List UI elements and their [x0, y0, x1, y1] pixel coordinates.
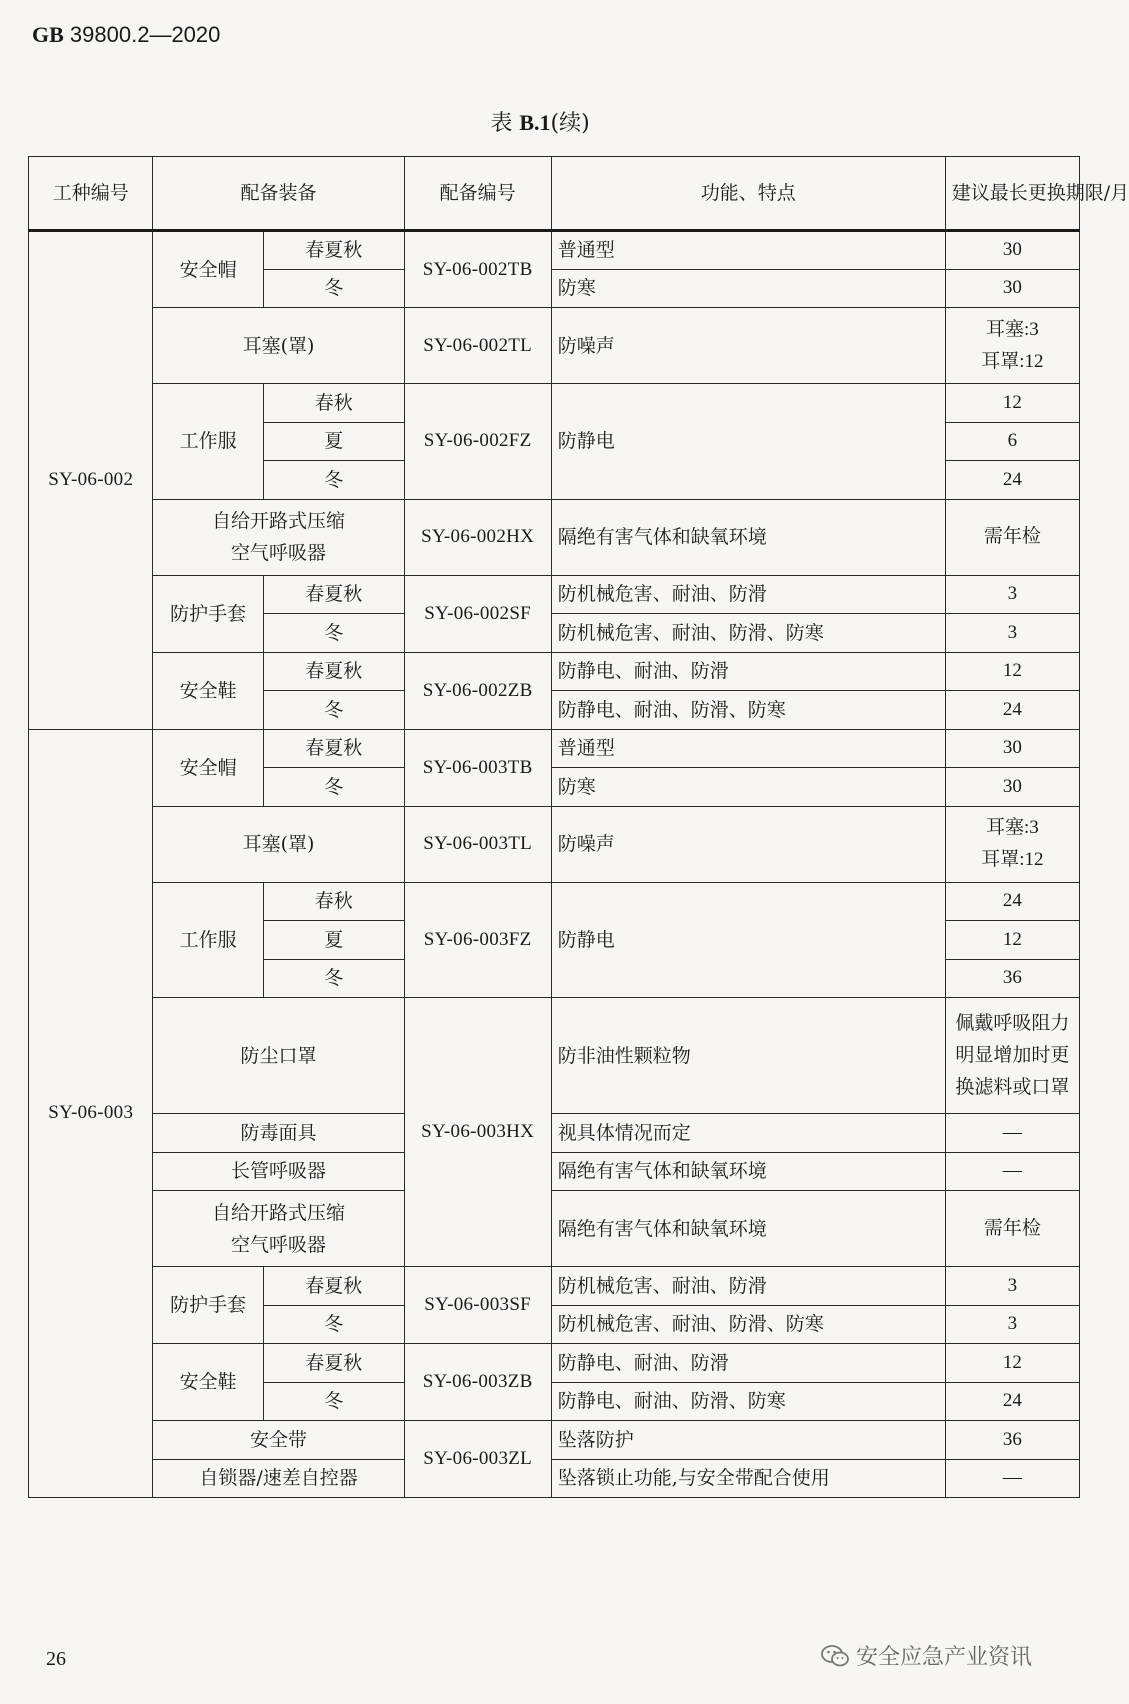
season-cell: 冬 — [263, 1382, 404, 1421]
worker-code-cell: SY-06-003 — [29, 729, 153, 1498]
period-cell: — — [945, 1459, 1079, 1498]
table-row — [29, 806, 1080, 882]
equipment-name-cell: 工作服 — [153, 384, 263, 500]
table-row — [29, 1267, 1080, 1306]
feature-cell: 防机械危害、耐油、防滑 — [551, 1267, 945, 1306]
period-cell: 36 — [945, 959, 1079, 998]
table-row — [29, 1191, 1080, 1267]
col-header-equipment: 配备装备 — [153, 157, 404, 231]
feature-cell: 防静电 — [551, 384, 945, 500]
period-cell: 3 — [945, 1305, 1079, 1344]
equipment-code-cell: SY-06-003SF — [404, 1267, 551, 1344]
period-cell: — — [945, 1152, 1079, 1191]
standard-header — [32, 22, 220, 48]
feature-cell: 普通型 — [551, 231, 945, 270]
period-cell: 佩戴呼吸阻力 明显增加时更 换滤料或口罩 — [945, 998, 1079, 1114]
period-cell: 24 — [945, 1382, 1079, 1421]
equipment-name-cell: 防毒面具 — [153, 1114, 404, 1153]
period-cell: 需年检 — [945, 499, 1079, 575]
feature-cell: 防机械危害、耐油、防滑、防寒 — [551, 1305, 945, 1344]
equipment-name-cell: 自给开路式压缩 空气呼吸器 — [153, 1191, 404, 1267]
period-cell: 需年检 — [945, 1191, 1079, 1267]
standard-number: 39800.2—2020 — [69, 22, 221, 47]
equipment-name-cell: 安全帽 — [153, 231, 263, 308]
season-cell: 春夏秋 — [263, 729, 404, 768]
table-row — [29, 1344, 1080, 1383]
period-cell: — — [945, 1114, 1079, 1153]
feature-cell: 防寒 — [551, 269, 945, 308]
table-title-label: B.1 — [519, 110, 551, 135]
season-cell: 春夏秋 — [263, 652, 404, 691]
feature-cell: 普通型 — [551, 729, 945, 768]
table-body — [29, 231, 1080, 1498]
equipment-name-cell: 安全帽 — [153, 729, 263, 806]
feature-cell: 隔绝有害气体和缺氧环境 — [551, 1152, 945, 1191]
season-cell: 冬 — [263, 691, 404, 730]
col-header-equipment-code: 配备编号 — [404, 157, 551, 231]
feature-cell: 隔绝有害气体和缺氧环境 — [551, 499, 945, 575]
feature-cell: 防静电、耐油、防滑、防寒 — [551, 1382, 945, 1421]
season-cell: 冬 — [263, 1305, 404, 1344]
table-row — [29, 1152, 1080, 1191]
equipment-name-cell: 自锁器/速差自控器 — [153, 1459, 404, 1498]
equipment-code-cell: SY-06-003TB — [404, 729, 551, 806]
period-cell: 耳塞:3 耳罩:12 — [945, 806, 1079, 882]
period-cell: 耳塞:3 耳罩:12 — [945, 308, 1079, 384]
equipment-code-cell: SY-06-003ZL — [404, 1421, 551, 1498]
season-cell: 夏 — [263, 422, 404, 461]
season-cell: 春夏秋 — [263, 1344, 404, 1383]
period-cell: 24 — [945, 461, 1079, 500]
col-header-feature: 功能、特点 — [551, 157, 945, 231]
period-cell: 12 — [945, 921, 1079, 960]
period-cell: 30 — [945, 768, 1079, 807]
equipment-code-cell: SY-06-002TL — [404, 308, 551, 384]
col-header-period: 建议最长更换期限/月 — [945, 157, 1079, 231]
season-cell: 春夏秋 — [263, 1267, 404, 1306]
equipment-name-cell: 自给开路式压缩 空气呼吸器 — [153, 499, 404, 575]
watermark — [820, 1640, 1032, 1671]
period-cell: 12 — [945, 384, 1079, 423]
feature-cell: 防静电、耐油、防滑 — [551, 652, 945, 691]
wechat-icon — [820, 1644, 850, 1668]
table-header-row — [29, 157, 1080, 231]
period-cell: 30 — [945, 729, 1079, 768]
feature-cell: 隔绝有害气体和缺氧环境 — [551, 1191, 945, 1267]
season-cell: 春夏秋 — [263, 575, 404, 614]
table-row — [29, 308, 1080, 384]
feature-cell: 防寒 — [551, 768, 945, 807]
table-row — [29, 652, 1080, 691]
equipment-name-cell: 安全鞋 — [153, 1344, 263, 1421]
period-cell: 12 — [945, 1344, 1079, 1383]
equipment-name-cell: 耳塞(罩) — [153, 308, 404, 384]
equipment-code-cell: SY-06-003HX — [404, 998, 551, 1267]
season-cell: 春秋 — [263, 882, 404, 921]
col-header-worker-code: 工种编号 — [29, 157, 153, 231]
period-cell: 12 — [945, 652, 1079, 691]
feature-cell: 防静电、耐油、防滑、防寒 — [551, 691, 945, 730]
standard-prefix: GB — [32, 22, 64, 47]
table-title — [0, 106, 1080, 137]
season-cell: 冬 — [263, 959, 404, 998]
equipment-code-cell: SY-06-002ZB — [404, 652, 551, 729]
table-row — [29, 231, 1080, 270]
table-title-suffix: (续) — [550, 111, 590, 136]
table-row — [29, 499, 1080, 575]
feature-cell: 防噪声 — [551, 806, 945, 882]
season-cell: 冬 — [263, 269, 404, 308]
equipment-name-cell: 防护手套 — [153, 575, 263, 652]
feature-cell: 防机械危害、耐油、防滑 — [551, 575, 945, 614]
period-cell: 24 — [945, 691, 1079, 730]
table-row — [29, 729, 1080, 768]
equipment-name-cell: 安全鞋 — [153, 652, 263, 729]
period-cell: 36 — [945, 1421, 1079, 1460]
worker-code-cell: SY-06-002 — [29, 231, 153, 730]
equipment-name-cell: 耳塞(罩) — [153, 806, 404, 882]
feature-cell: 防静电、耐油、防滑 — [551, 1344, 945, 1383]
season-cell: 春夏秋 — [263, 231, 404, 270]
table-row — [29, 384, 1080, 423]
equipment-table — [28, 156, 1129, 1498]
table-title-prefix: 表 — [490, 111, 513, 136]
equipment-table-wrapper — [28, 156, 1129, 1498]
equipment-code-cell: SY-06-002TB — [404, 231, 551, 308]
feature-cell: 防静电 — [551, 882, 945, 998]
season-cell: 冬 — [263, 461, 404, 500]
watermark-text: 安全应急产业资讯 — [855, 1645, 1032, 1670]
equipment-name-cell: 安全带 — [153, 1421, 404, 1460]
table-row — [29, 1459, 1080, 1498]
table-row — [29, 1421, 1080, 1460]
feature-cell: 坠落防护 — [551, 1421, 945, 1460]
equipment-name-cell: 长管呼吸器 — [153, 1152, 404, 1191]
table-row — [29, 575, 1080, 614]
period-cell: 30 — [945, 231, 1079, 270]
equipment-name-cell: 防护手套 — [153, 1267, 263, 1344]
season-cell: 冬 — [263, 614, 404, 653]
period-cell: 30 — [945, 269, 1079, 308]
equipment-code-cell: SY-06-002SF — [404, 575, 551, 652]
equipment-code-cell: SY-06-002HX — [404, 499, 551, 575]
page-number: 26 — [46, 1648, 66, 1670]
equipment-name-cell: 工作服 — [153, 882, 263, 998]
equipment-name-cell: 防尘口罩 — [153, 998, 404, 1114]
feature-cell: 防噪声 — [551, 308, 945, 384]
equipment-code-cell: SY-06-003TL — [404, 806, 551, 882]
equipment-code-cell: SY-06-003FZ — [404, 882, 551, 998]
feature-cell: 防非油性颗粒物 — [551, 998, 945, 1114]
table-row — [29, 998, 1080, 1114]
season-cell: 春秋 — [263, 384, 404, 423]
season-cell: 冬 — [263, 768, 404, 807]
feature-cell: 视具体情况而定 — [551, 1114, 945, 1153]
feature-cell: 坠落锁止功能,与安全带配合使用 — [551, 1459, 945, 1498]
feature-cell: 防机械危害、耐油、防滑、防寒 — [551, 614, 945, 653]
period-cell: 3 — [945, 1267, 1079, 1306]
period-cell: 6 — [945, 422, 1079, 461]
equipment-code-cell: SY-06-003ZB — [404, 1344, 551, 1421]
table-row — [29, 882, 1080, 921]
period-cell: 3 — [945, 575, 1079, 614]
table-row — [29, 1114, 1080, 1153]
period-cell: 3 — [945, 614, 1079, 653]
equipment-code-cell: SY-06-002FZ — [404, 384, 551, 500]
period-cell: 24 — [945, 882, 1079, 921]
season-cell: 夏 — [263, 921, 404, 960]
